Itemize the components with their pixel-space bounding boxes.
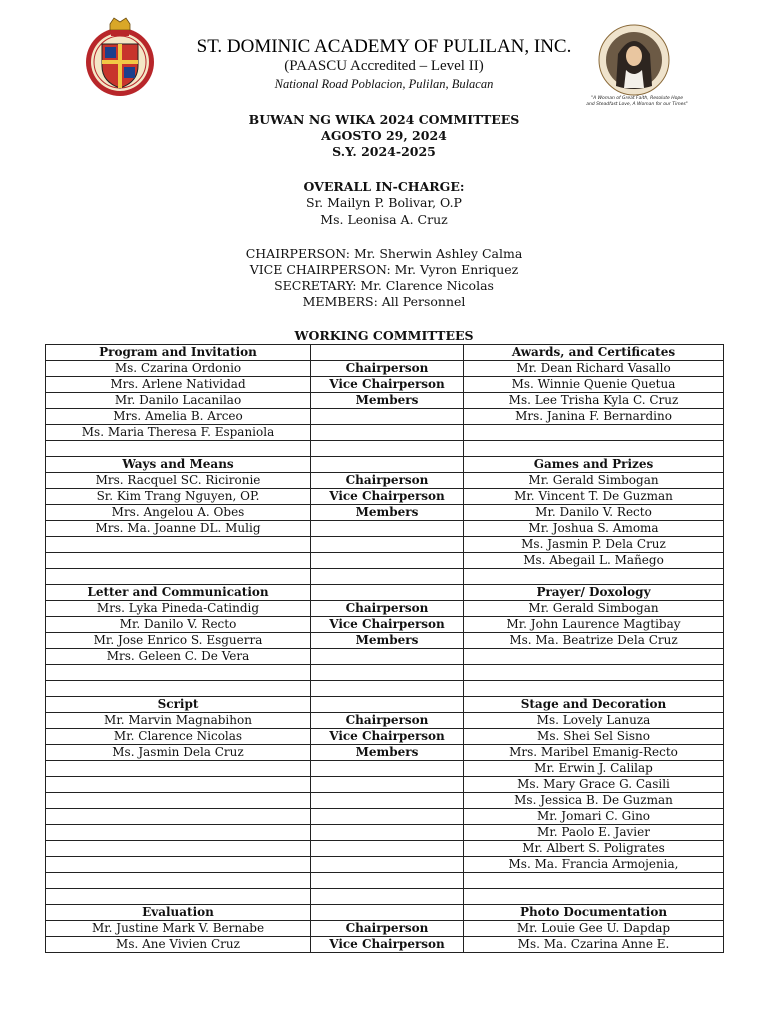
member-cell: Mrs. Maribel Emanig-Recto xyxy=(464,745,724,761)
member-cell: Ms. Mary Grace G. Casili xyxy=(464,777,724,793)
role-cell: Members xyxy=(311,393,464,409)
committee-name-cell: Photo Documentation xyxy=(464,905,724,921)
member-cell: Mrs. Janina F. Bernardino xyxy=(464,409,724,425)
role-cell xyxy=(311,697,464,713)
role-cell xyxy=(311,569,464,585)
role-cell: Chairperson xyxy=(311,601,464,617)
committee-header-row xyxy=(46,697,724,713)
role-cell: Members xyxy=(311,633,464,649)
role-cell xyxy=(311,585,464,601)
committee-header-row xyxy=(46,457,724,473)
member-cell xyxy=(46,553,311,569)
role-cell: Chairperson xyxy=(311,361,464,377)
member-cell xyxy=(46,665,311,681)
role-cell xyxy=(311,553,464,569)
table-row xyxy=(46,489,724,505)
member-cell xyxy=(464,665,724,681)
committee-name-cell: Program and Invitation xyxy=(46,345,311,361)
role-cell xyxy=(311,521,464,537)
role-cell: Chairperson xyxy=(311,713,464,729)
table-row xyxy=(46,473,724,489)
member-cell xyxy=(46,441,311,457)
table-row xyxy=(46,793,724,809)
table-row xyxy=(46,809,724,825)
member-cell: Mr. Albert S. Poligrates xyxy=(464,841,724,857)
committee-header-row xyxy=(46,905,724,921)
table-row xyxy=(46,889,724,905)
member-cell: Mr. Justine Mark V. Bernabe xyxy=(46,921,311,937)
member-cell: Ms. Jasmin P. Dela Cruz xyxy=(464,537,724,553)
role-cell xyxy=(311,905,464,921)
member-cell xyxy=(46,825,311,841)
school-name: ST. DOMINIC ACADEMY OF PULILAN, INC. xyxy=(196,36,572,57)
role-cell: Vice Chairperson xyxy=(311,377,464,393)
working-committees-heading: WORKING COMMITTEES xyxy=(294,328,474,343)
table-row xyxy=(46,745,724,761)
table-row xyxy=(46,377,724,393)
member-cell: Ms. Winnie Quenie Quetua xyxy=(464,377,724,393)
member-cell: Mr. Jose Enrico S. Esguerra xyxy=(46,633,311,649)
role-cell xyxy=(311,809,464,825)
member-cell: Ms. Maria Theresa F. Espaniola xyxy=(46,425,311,441)
member-cell: Mr. Erwin J. Calilap xyxy=(464,761,724,777)
member-cell: Ms. Jasmin Dela Cruz xyxy=(46,745,311,761)
role-cell xyxy=(311,873,464,889)
table-row xyxy=(46,601,724,617)
member-cell xyxy=(46,777,311,793)
secretary-line: SECRETARY: Mr. Clarence Nicolas xyxy=(274,278,494,293)
member-cell xyxy=(46,793,311,809)
table-row xyxy=(46,761,724,777)
vice-chairperson-line: VICE CHAIRPERSON: Mr. Vyron Enriquez xyxy=(249,262,519,277)
school-year: S.Y. 2024-2025 xyxy=(332,144,436,159)
table-row xyxy=(46,553,724,569)
member-cell: Mr. Danilo V. Recto xyxy=(46,617,311,633)
member-cell: Mr. Paolo E. Javier xyxy=(464,825,724,841)
role-cell xyxy=(311,777,464,793)
member-cell: Mr. Joshua S. Amoma xyxy=(464,521,724,537)
member-cell xyxy=(46,841,311,857)
table-row xyxy=(46,505,724,521)
member-cell: Mrs. Geleen C. De Vera xyxy=(46,649,311,665)
member-cell: Ms. Shei Sel Sisno xyxy=(464,729,724,745)
member-cell xyxy=(46,569,311,585)
role-cell xyxy=(311,649,464,665)
member-cell: Mr. Danilo V. Recto xyxy=(464,505,724,521)
table-row xyxy=(46,537,724,553)
committees-table xyxy=(45,344,724,953)
committee-name-cell: Prayer/ Doxology xyxy=(464,585,724,601)
committee-name-cell: Stage and Decoration xyxy=(464,697,724,713)
table-row xyxy=(46,633,724,649)
accreditation: (PAASCU Accredited – Level II) xyxy=(284,58,484,74)
overall-in-charge-heading: OVERALL IN-CHARGE: xyxy=(303,179,465,194)
member-cell: Ms. Abegail L. Mañego xyxy=(464,553,724,569)
member-cell: Mrs. Amelia B. Arceo xyxy=(46,409,311,425)
member-cell xyxy=(46,809,311,825)
member-cell: Ms. Lee Trisha Kyla C. Cruz xyxy=(464,393,724,409)
seal-caption-line2: and Steadfast Love, A Woman for our Times" xyxy=(586,101,688,107)
member-cell: Ms. Ma. Francia Armojenia, xyxy=(464,857,724,873)
role-cell xyxy=(311,793,464,809)
table-row xyxy=(46,873,724,889)
member-cell: Mr. Clarence Nicolas xyxy=(46,729,311,745)
committee-name-cell: Evaluation xyxy=(46,905,311,921)
table-row xyxy=(46,409,724,425)
seal-caption xyxy=(582,96,692,107)
member-cell: Mrs. Racquel SC. Ricironie xyxy=(46,473,311,489)
table-row xyxy=(46,393,724,409)
document-title: BUWAN NG WIKA 2024 COMMITTEES xyxy=(248,112,520,127)
member-cell: Ms. Czarina Ordonio xyxy=(46,361,311,377)
table-row xyxy=(46,569,724,585)
table-row xyxy=(46,521,724,537)
member-cell: Ms. Lovely Lanuza xyxy=(464,713,724,729)
table-row xyxy=(46,617,724,633)
role-cell xyxy=(311,841,464,857)
role-cell xyxy=(311,457,464,473)
member-cell xyxy=(464,425,724,441)
member-cell xyxy=(464,681,724,697)
table-row xyxy=(46,649,724,665)
member-cell: Mr. Dean Richard Vasallo xyxy=(464,361,724,377)
committee-header-row xyxy=(46,585,724,601)
member-cell: Mr. Jomari C. Gino xyxy=(464,809,724,825)
member-cell: Mr. Marvin Magnabihon xyxy=(46,713,311,729)
role-cell: Vice Chairperson xyxy=(311,617,464,633)
committee-name-cell: Letter and Communication xyxy=(46,585,311,601)
member-cell xyxy=(464,441,724,457)
overall-in-charge-name: Sr. Mailyn P. Bolivar, O.P xyxy=(306,195,462,210)
role-cell: Vice Chairperson xyxy=(311,937,464,953)
members-line: MEMBERS: All Personnel xyxy=(302,294,466,309)
school-address: National Road Poblacion, Pulilan, Bulacan xyxy=(274,77,494,91)
role-cell xyxy=(311,857,464,873)
member-cell: Ms. Ma. Beatrize Dela Cruz xyxy=(464,633,724,649)
role-cell xyxy=(311,889,464,905)
table-row xyxy=(46,681,724,697)
table-row xyxy=(46,425,724,441)
chairperson-line: CHAIRPERSON: Mr. Sherwin Ashley Calma xyxy=(245,246,523,261)
role-cell xyxy=(311,761,464,777)
document-date: AGOSTO 29, 2024 xyxy=(321,128,447,143)
role-cell xyxy=(311,441,464,457)
table-row xyxy=(46,361,724,377)
table-row xyxy=(46,937,724,953)
role-cell xyxy=(311,409,464,425)
member-cell xyxy=(464,569,724,585)
member-cell xyxy=(46,681,311,697)
member-cell: Ms. Ma. Czarina Anne E. xyxy=(464,937,724,953)
member-cell: Mrs. Arlene Natividad xyxy=(46,377,311,393)
committee-name-cell: Awards, and Certificates xyxy=(464,345,724,361)
member-cell xyxy=(46,873,311,889)
role-cell xyxy=(311,681,464,697)
role-cell: Vice Chairperson xyxy=(311,729,464,745)
member-cell xyxy=(46,761,311,777)
member-cell xyxy=(46,857,311,873)
member-cell: Ms. Jessica B. De Guzman xyxy=(464,793,724,809)
member-cell: Mrs. Ma. Joanne DL. Mulig xyxy=(46,521,311,537)
overall-in-charge-name: Ms. Leonisa A. Cruz xyxy=(320,212,448,227)
member-cell xyxy=(46,537,311,553)
member-cell xyxy=(464,873,724,889)
table-row xyxy=(46,441,724,457)
member-cell xyxy=(46,889,311,905)
member-cell: Mr. Louie Gee U. Dapdap xyxy=(464,921,724,937)
member-cell: Sr. Kim Trang Nguyen, OP. xyxy=(46,489,311,505)
member-cell: Mrs. Angelou A. Obes xyxy=(46,505,311,521)
seal-caption-line1: "A Woman of Great Faith, Resolute Hope xyxy=(591,96,683,101)
member-cell: Ms. Ane Vivien Cruz xyxy=(46,937,311,953)
table-row xyxy=(46,857,724,873)
member-cell xyxy=(464,889,724,905)
member-cell: Mrs. Lyka Pineda-Catindig xyxy=(46,601,311,617)
table-row xyxy=(46,921,724,937)
committee-name-cell: Ways and Means xyxy=(46,457,311,473)
table-row xyxy=(46,841,724,857)
committee-name-cell: Script xyxy=(46,697,311,713)
member-cell: Mr. Vincent T. De Guzman xyxy=(464,489,724,505)
role-cell xyxy=(311,425,464,441)
role-cell: Vice Chairperson xyxy=(311,489,464,505)
table-row xyxy=(46,825,724,841)
member-cell: Mr. Danilo Lacanilao xyxy=(46,393,311,409)
member-cell: Mr. John Laurence Magtibay xyxy=(464,617,724,633)
member-cell: Mr. Gerald Simbogan xyxy=(464,473,724,489)
role-cell: Chairperson xyxy=(311,921,464,937)
member-cell: Mr. Gerald Simbogan xyxy=(464,601,724,617)
table-row xyxy=(46,777,724,793)
table-row xyxy=(46,729,724,745)
role-cell xyxy=(311,345,464,361)
table-row xyxy=(46,713,724,729)
role-cell xyxy=(311,665,464,681)
member-cell xyxy=(464,649,724,665)
table-row xyxy=(46,665,724,681)
committees-table-body xyxy=(46,345,724,953)
role-cell xyxy=(311,537,464,553)
role-cell: Members xyxy=(311,505,464,521)
role-cell: Members xyxy=(311,745,464,761)
role-cell: Chairperson xyxy=(311,473,464,489)
committee-header-row xyxy=(46,345,724,361)
committee-name-cell: Games and Prizes xyxy=(464,457,724,473)
role-cell xyxy=(311,825,464,841)
